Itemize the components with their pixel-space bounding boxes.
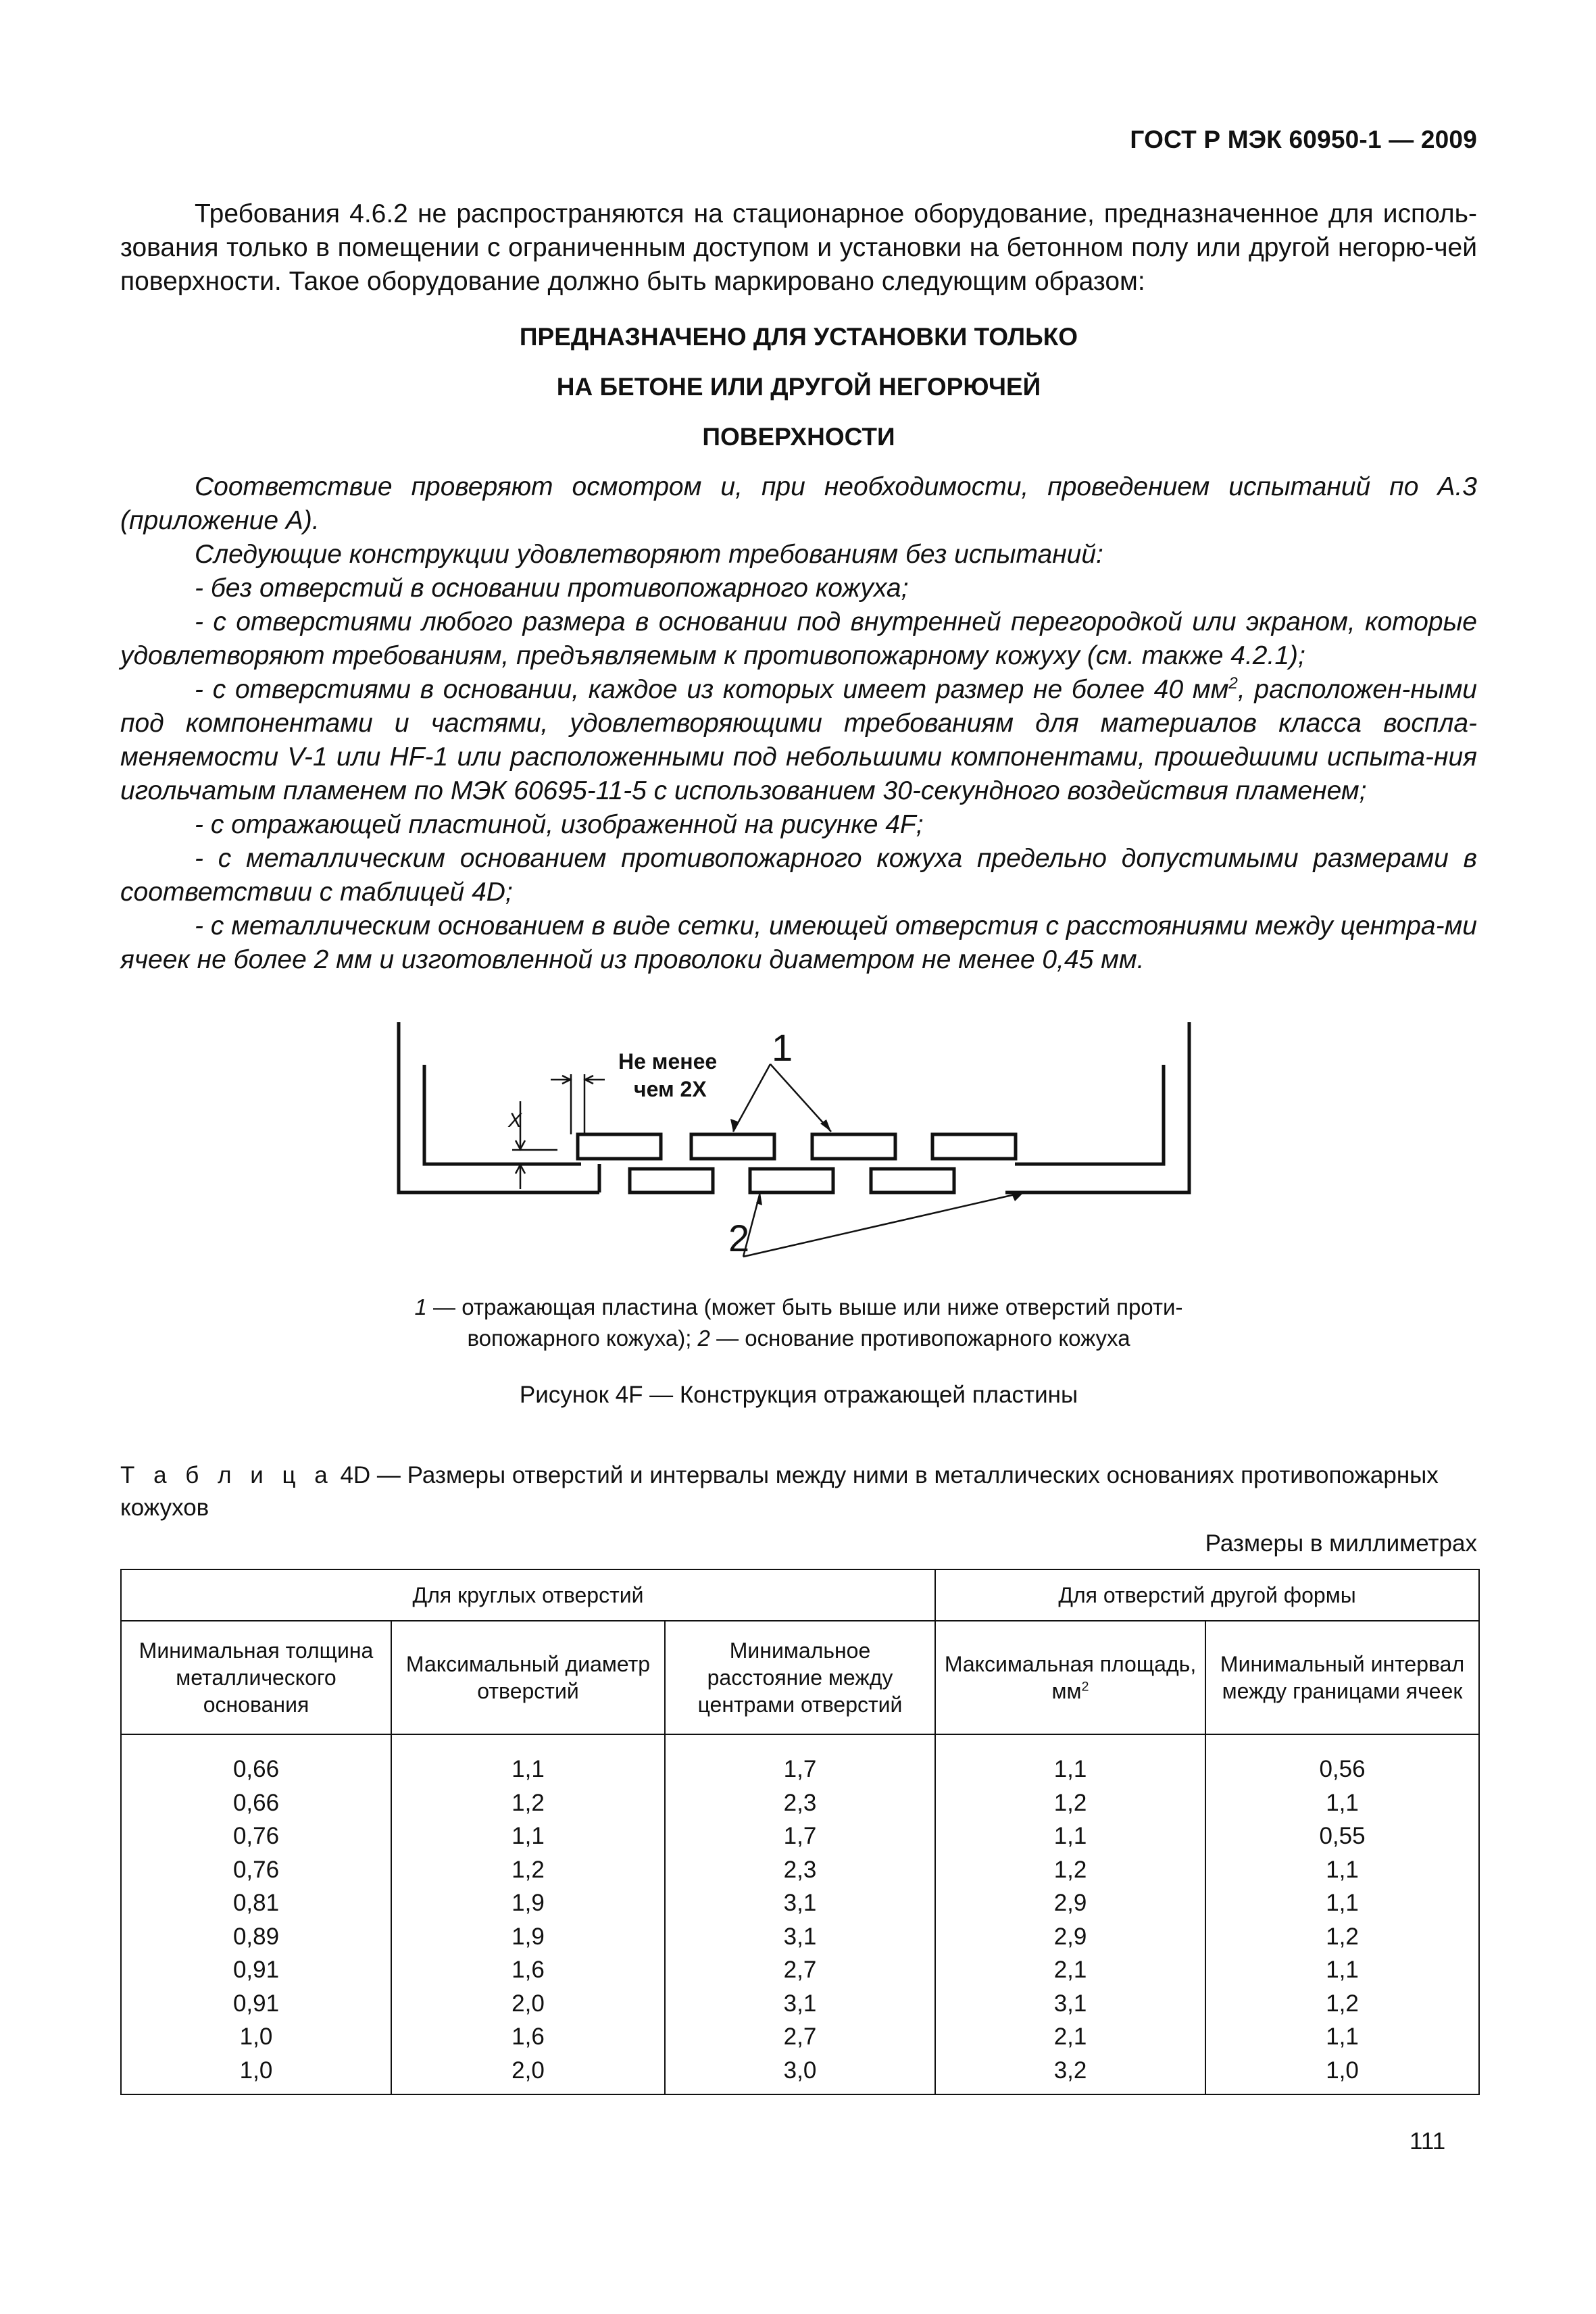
page-number: 111 <box>1410 2128 1446 2155</box>
table-cell: 2,0 <box>512 2057 545 2084</box>
group-header-other: Для отверстий другой формы <box>935 1569 1479 1621</box>
table-cell: 3,1 <box>783 1923 817 1950</box>
table-cell: 2,7 <box>783 1957 817 1983</box>
legend-number-2: 2 <box>697 1326 710 1351</box>
table-cell: 1,9 <box>512 1890 545 1916</box>
column-interval-values <box>1205 1734 1479 2094</box>
column-header-area <box>935 1621 1205 1734</box>
table-cell: 0,76 <box>232 1823 280 1849</box>
dimensions-table <box>120 1569 1480 2095</box>
figure-label-1: 1 <box>772 1026 793 1069</box>
table-cell: 1,0 <box>239 2057 273 2084</box>
item-3-text-b: , расположен-ными под компонентами и частями, удовлетворяющими требованиям для материалов класса воспла-меняемости V-1 или HF-1 или расположенными под небольшими компонентами, прошедшими испыта-ния игольчатым пламенем по МЭК 60695-11-5 с использованием 30-секундного воздействия пламенем; <box>120 675 1477 805</box>
table-cell: 1,2 <box>1053 1789 1087 1816</box>
table-units: Размеры в миллиметрах <box>1205 1530 1477 1557</box>
table-cell: 2,0 <box>512 1990 545 2017</box>
table-cell: 2,1 <box>1053 1957 1087 1983</box>
base-plate-3 <box>871 1169 954 1192</box>
legend-number-1: 1 <box>414 1294 427 1319</box>
column-thickness-values <box>121 1734 391 2094</box>
legend-text-2: вопожарного кожуха); <box>467 1326 698 1351</box>
base-left-outer <box>399 1022 599 1192</box>
group-header-round: Для круглых отверстий <box>121 1569 935 1621</box>
compliance-paragraph: Соответствие проверяют осмотром и, при необходимости, проведением испытаний по А.3 (приложение А). <box>120 472 1477 535</box>
table-cell: 1,7 <box>783 1756 817 1782</box>
reflector-plate-4 <box>932 1134 1016 1159</box>
construction-item-6: - с металлическим основанием в виде сетки, имеющей отверстия с расстояниями между центра-ми ячеек не более 2 мм и изготовленной из проволоки диаметром не менее 0,45 мм. <box>120 911 1477 974</box>
figure-4f-diagram <box>378 1000 1230 1270</box>
table-cell: 0,66 <box>232 1789 280 1816</box>
table-cell: 0,81 <box>232 1890 280 1916</box>
table-cell: 2,3 <box>783 1789 817 1816</box>
column-header-thickness: Минимальная толщина металлического основания <box>121 1621 391 1734</box>
dimension-label-line-2: чем 2X <box>634 1077 707 1101</box>
figure-legend-line-1 <box>120 1292 1477 1323</box>
table-title-text: 4D — Размеры отверстий и интервалы между ними в металлических основаниях противопожарных кожухов <box>120 1462 1439 1521</box>
column-header-center-distance: Минимальное расстояние между центрами отверстий <box>665 1621 935 1734</box>
legend-text-1: — отражающая пластина (может быть выше или ниже отверстий проти- <box>426 1294 1183 1319</box>
table-cell: 1,2 <box>1053 1856 1087 1883</box>
column-diameter-values <box>391 1734 665 2094</box>
table-cell: 3,1 <box>783 1890 817 1916</box>
table-cell: 0,89 <box>232 1923 280 1950</box>
table-cell: 1,0 <box>1326 2057 1359 2084</box>
column-center-distance-values <box>665 1734 935 2094</box>
figure-legend-line-2 <box>120 1323 1477 1354</box>
table-cell: 3,2 <box>1053 2057 1087 2084</box>
construction-item-4: - с отражающей пластиной, изображенной на рисунке 4F; <box>195 810 924 839</box>
construction-item-2: - с отверстиями любого размера в основании под внутренней перегородкой или экраном, которые удовлетворяют требованиям, предъявляемым к противопожарному кожуху (см. также 4.2.1); <box>120 607 1477 670</box>
table-cell: 2,9 <box>1053 1923 1087 1950</box>
base-right-outer <box>1005 1022 1189 1192</box>
table-cell: 1,7 <box>783 1823 817 1849</box>
table-cell: 3,1 <box>783 1990 817 2017</box>
table-cell: 1,6 <box>512 1957 545 1983</box>
table-cell: 1,1 <box>1326 1789 1359 1816</box>
table-cell: 1,1 <box>512 1756 545 1782</box>
table-cell: 2,1 <box>1053 2023 1087 2050</box>
table-cell: 2,3 <box>783 1856 817 1883</box>
table-cell: 2,7 <box>783 2023 817 2050</box>
marking-line-2: НА БЕТОНЕ ИЛИ ДРУГОЙ НЕГОРЮЧЕЙ <box>556 373 1041 401</box>
intro-paragraph: Требования 4.6.2 не распространяются на стационарное оборудование, предназначенное для исполь-зования только в помещении с ограниченным доступом и установки на бетонном полу или другой негорю-чей поверхности. Такое оборудование должно быть маркировано следующим образом: <box>120 199 1477 296</box>
document-header: ГОСТ Р МЭК 60950-1 — 2009 <box>1130 126 1477 153</box>
table-group-header-row <box>121 1569 1479 1621</box>
base-plate-2 <box>750 1169 833 1192</box>
base-plate-1 <box>630 1169 713 1192</box>
figure-label-x: X <box>508 1109 522 1132</box>
table-cell: 1,1 <box>1326 1957 1359 1983</box>
dimension-label-line-1: Не менее <box>618 1049 718 1074</box>
table-cell: 3,0 <box>783 2057 817 2084</box>
table-cell: 1,2 <box>512 1789 545 1816</box>
table-cell: 0,66 <box>232 1756 280 1782</box>
table-cell: 0,76 <box>232 1856 280 1883</box>
base-right-inner <box>1015 1065 1164 1164</box>
table-cell: 1,1 <box>1326 2023 1359 2050</box>
table-cell: 0,56 <box>1319 1756 1366 1782</box>
figure-title: Рисунок 4F — Конструкция отражающей пластины <box>519 1382 1078 1408</box>
area-header-superscript: 2 <box>1081 1679 1089 1694</box>
table-cell: 1,1 <box>1053 1756 1087 1782</box>
table-cell: 1,2 <box>512 1856 545 1883</box>
table-cell: 1,1 <box>1053 1823 1087 1849</box>
reflector-plate-3 <box>812 1134 895 1159</box>
figure-label-2: 2 <box>728 1217 750 1259</box>
table-cell: 2,9 <box>1053 1890 1087 1916</box>
reflector-plate-1 <box>578 1134 661 1159</box>
constructions-intro: Следующие конструкции удовлетворяют требованиям без испытаний: <box>195 540 1103 569</box>
item-3-text-a: - с отверстиями в основании, каждое из которых имеет размер не более 40 мм <box>195 675 1229 704</box>
reflector-plate-2 <box>691 1134 774 1159</box>
construction-item-1: - без отверстий в основании противопожарного кожуха; <box>195 574 909 603</box>
construction-item-5: - с металлическим основанием противопожарного кожуха предельно допустимыми размерами в соответствии с таблицей 4D; <box>120 844 1477 907</box>
table-cell: 1,1 <box>1326 1856 1359 1883</box>
table-cell: 3,1 <box>1053 1990 1087 2017</box>
table-column-header-row <box>121 1621 1479 1734</box>
table-cell: 1,9 <box>512 1923 545 1950</box>
table-cell: 1,1 <box>1326 1890 1359 1916</box>
marking-line-3: ПОВЕРХНОСТИ <box>702 423 895 451</box>
table-cell: 1,2 <box>1326 1990 1359 2017</box>
column-header-diameter: Максимальный диаметр отверстий <box>391 1621 665 1734</box>
table-cell: 0,91 <box>232 1957 280 1983</box>
table-cell: 0,55 <box>1319 1823 1366 1849</box>
legend-text-3: — основание противопожарного кожуха <box>709 1326 1130 1351</box>
table-cell: 1,1 <box>512 1823 545 1849</box>
table-cell: 1,6 <box>512 2023 545 2050</box>
construction-item-3 <box>120 673 1477 808</box>
table-cell: 1,0 <box>239 2023 273 2050</box>
table-label: Т а б л и ц а <box>120 1462 334 1488</box>
area-header-text: Максимальная площадь, мм <box>944 1652 1197 1703</box>
column-area-values <box>935 1734 1205 2094</box>
marking-line-1: ПРЕДНАЗНАЧЕНО ДЛЯ УСТАНОВКИ ТОЛЬКО <box>519 323 1078 351</box>
item-3-superscript: 2 <box>1228 674 1238 693</box>
table-data-row <box>121 1734 1479 2094</box>
table-cell: 0,91 <box>232 1990 280 2017</box>
column-header-interval: Минимальный интервал между границами ячеек <box>1205 1621 1479 1734</box>
table-cell: 1,2 <box>1326 1923 1359 1950</box>
table-title <box>120 1459 1477 1524</box>
